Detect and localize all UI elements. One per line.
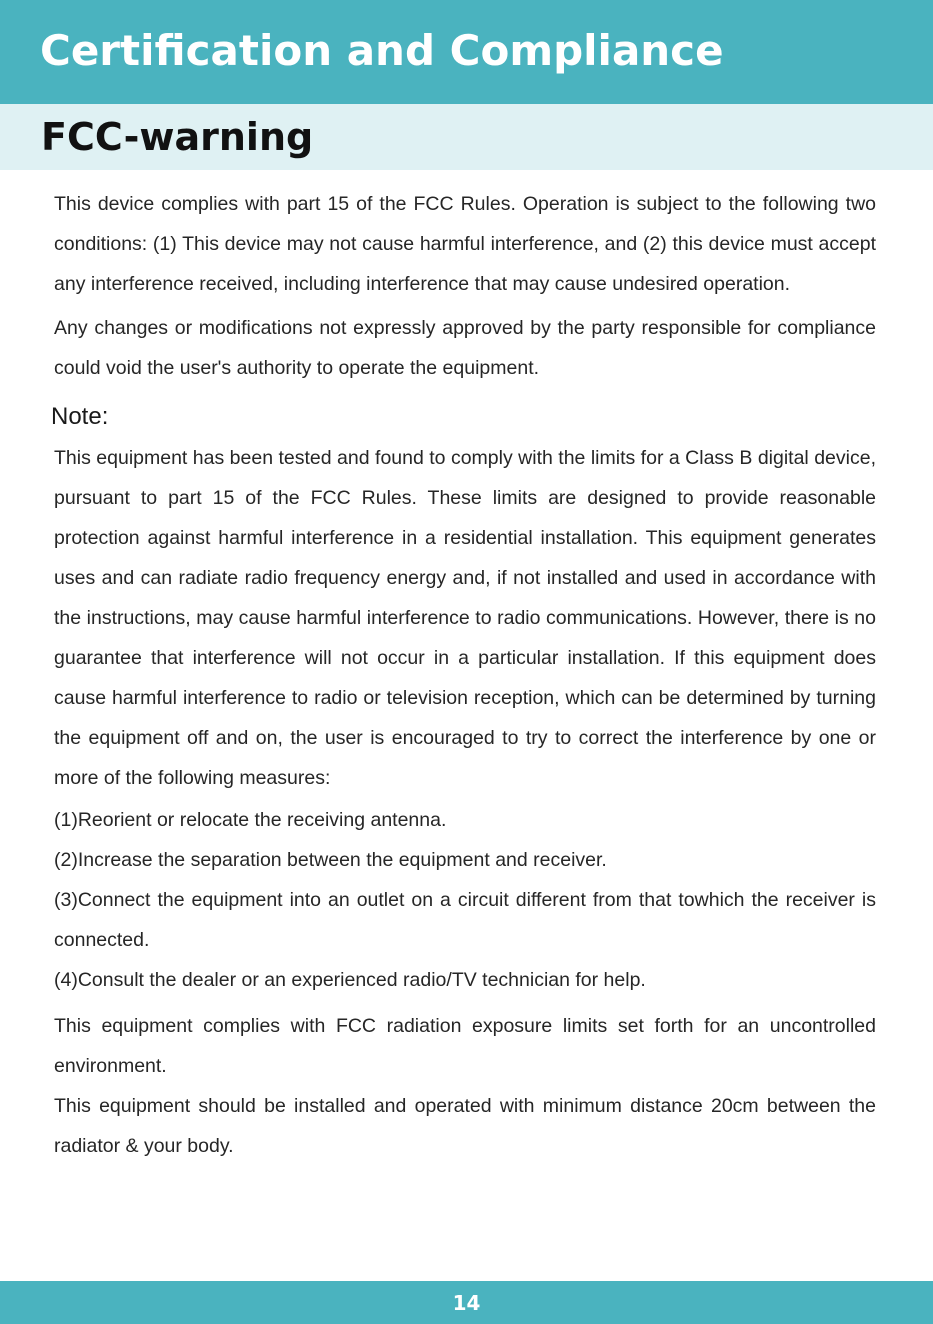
note-paragraph: This equipment has been tested and found to comply with the limits for a Class B digital device, pursuant to part 15 of the FCC Rules. These limits are designed to provide reasonable protection against harmful interference in a residential installation. This equipment generates uses and can radiate radio frequency energy and, if not installed and used in accordance with the instructions, may cause harmful interference to radio communications. However, there is no guarantee that interference will not occur in a particular installation. If this equipment does cause harmful interference to radio or television reception, which can be determined by turning the equipment off and on, the user is encouraged to try to correct the interference by one or more of the following measures: [54,447,876,789]
rf-exposure-paragraph: This equipment complies with FCC radiation exposure limits set forth for an uncontrolled environment. [54,1015,876,1077]
footer-bar [0,1281,933,1324]
modifications-paragraph: Any changes or modifications not expressly approved by the party responsible for compliance could void the user's authority to operate the equipment. [54,317,876,379]
section-header [0,104,933,170]
list-item: (1)Reorient or relocate the receiving antenna. [54,809,447,831]
distance-paragraph: This equipment should be installed and operated with minimum distance 20cm between the radiator & your body. [54,1095,876,1157]
fcc-compliance-paragraph: This device complies with part 15 of the FCC Rules. Operation is subject to the following two conditions: (1) This device may not cause harmful interference, and (2) this device must accept any interference received, including interference that may cause undesired operation. [54,193,876,295]
main-content [51,184,876,1166]
section-title: FCC-warning [41,115,314,159]
list-item: (4)Consult the dealer or an experienced radio/TV technician for help. [54,969,646,991]
page-title: Certification and Compliance [40,26,724,75]
header-banner [0,0,933,104]
measures-list [54,800,876,1000]
list-item: (2)Increase the separation between the equipment and receiver. [54,849,607,871]
page-number: 14 [452,1291,481,1315]
note-heading: Note: [51,403,109,430]
list-item: (3)Connect the equipment into an outlet on a circuit different from that towhich the receiver is connected. [54,889,876,951]
